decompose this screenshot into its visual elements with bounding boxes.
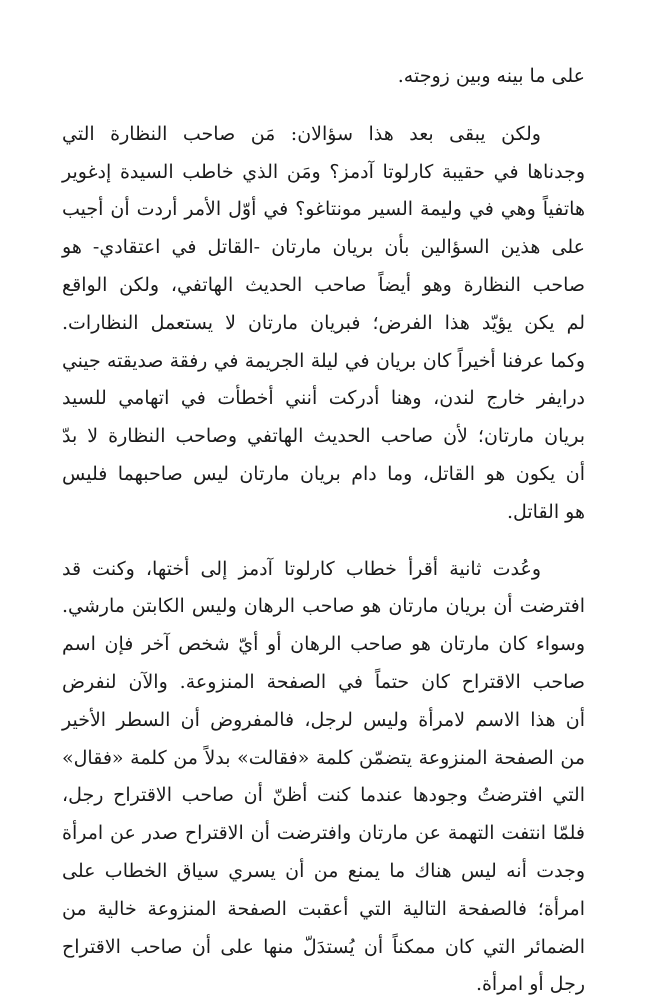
text-line: افترضت أن بريان مارتان هو صاحب الرهان وليس الكابتن مارشي. [62,595,585,618]
text-line: صاحب النظارة وهو أيضاً صاحب الحديث الهاتفي، ولكن الواقع [62,273,585,296]
text-line: وسواء كان مارتان هو صاحب الرهان أو أيّ شخص آخر فإن اسم [62,633,585,656]
text-line: وجدت أنه ليس هناك ما يمنع من أن يسري سياق الخطاب على [62,859,585,882]
text-line: ولكن يبقى بعد هذا سؤالان: مَن صاحب النظارة التي [62,122,541,145]
text-line: وكما عرفنا أخيراً كان بريان في ليلة الجريمة في رفقة صديقته جيني [62,350,585,372]
text-line: رجل أو امرأة. [475,973,585,996]
text-line: على ما بينه وبين زوجته. [397,65,585,87]
text-line: فلمّا انتفت التهمة عن مارتان وافترضت أن الاقتراح صدر عن امرأة [62,822,585,845]
text-line: امرأة؛ فالصفحة التالية التي أعقبت الصفحة المنزوعة خالية من [62,897,585,920]
paragraph-3 [62,551,585,1000]
text-line: على هذين السؤالين بأن بريان مارتان -القاتل في اعتقادي- هو [62,236,585,259]
text-line: الضمائر التي كان ممكناً أن يُستدَلّ منها على أن صاحب الاقتراح [62,935,585,958]
text-line: هو القاتل. [506,500,585,523]
text-line: أن هذا الاسم لامرأة وليس لرجل، فالمفروض أن السطر الأخير [62,708,585,731]
text-line: بريان مارتان؛ لأن صاحب الحديث الهاتفي وصاحب النظارة لا بدّ [62,425,585,448]
paragraph-1 [62,58,585,96]
text-line: هاتفياً وهي في وليمة السير مونتاغو؟ في أوّل الأمر أردت أن أجيب [62,198,585,221]
text-line: وعُدت ثانية أقرأ خطاب كارلوتا آدمز إلى أختها، وكنت قد [62,557,541,580]
text-line: درايفر خارج لندن، وهنا أدركت أنني أخطأت في اتهامي للسيد [62,387,585,410]
paragraph-2 [62,116,585,532]
text-line: وجدناها في حقيبة كارلوتا آدمز؟ ومَن الذي خاطب السيدة إدغوير [62,160,585,183]
text-line: صاحب الاقتراح كان حتماً في الصفحة المنزوعة. والآن لنفرض [62,670,585,693]
text-line: التي افترضتُ وجودها عندما كنت أظنّ أن صاحب الاقتراح رجل، [62,784,585,807]
text-line: أن يكون هو القاتل، وما دام بريان مارتان ليس صاحبهما فليس [62,462,585,485]
text-line: لم يكن يؤيّد هذا الفرض؛ فبريان مارتان لا يستعمل النظارات. [62,311,585,334]
text-line: من الصفحة المنزوعة يتضمّن كلمة «فقالت» بدلاً من كلمة «فقال» [62,746,585,769]
